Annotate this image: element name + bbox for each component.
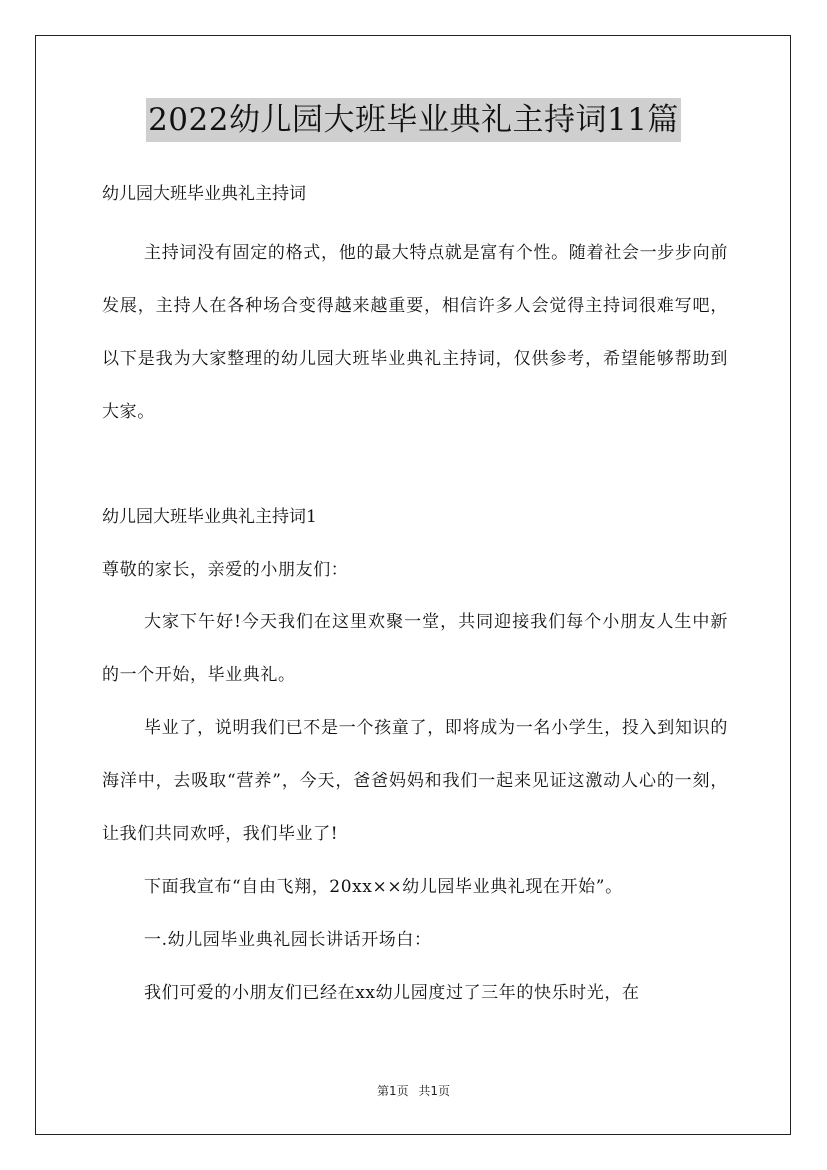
document-body	[102, 174, 728, 1020]
section-heading: 幼儿园大班毕业典礼主持词1	[102, 507, 317, 527]
body-paragraph: 我们可爱的小朋友们已经在xx幼儿园度过了三年的快乐时光，在	[144, 983, 640, 1003]
page-number: 第1页	[376, 1084, 409, 1098]
document-subtitle: 幼儿园大班毕业典礼主持词	[102, 184, 306, 204]
document-title: 2022幼儿园大班毕业典礼主持词11篇	[146, 98, 681, 142]
title-container	[0, 98, 827, 142]
intro-paragraph: 主持词没有固定的格式，他的最大特点就是富有个性。随着社会一步步向前发展，主持人在各种场合变得越来越重要，相信许多人会觉得主持词很难写吧，以下是我为大家整理的幼儿园大班毕业典礼主持词，仅供参考，希望能够帮助到大家。	[102, 243, 728, 422]
page-footer	[0, 1082, 827, 1099]
total-pages: 共1页	[418, 1084, 451, 1098]
body-paragraph: 大家下午好!今天我们在这里欢聚一堂，共同迎接我们每个小朋友人生中新的一个开始，毕业典礼。	[102, 612, 728, 685]
body-paragraph: 一.幼儿园毕业典礼园长讲话开场白：	[144, 930, 432, 950]
body-paragraph: 毕业了，说明我们已不是一个孩童了，即将成为一名小学生，投入到知识的海洋中，去吸取“营养”，今天，爸爸妈妈和我们一起来见证这激动人心的一刻，让我们共同欢呼，我们毕业了!	[102, 718, 728, 844]
salutation: 尊敬的家长，亲爱的小朋友们：	[102, 560, 349, 580]
body-paragraph: 下面我宣布“自由飞翔，20xx××幼儿园毕业典礼现在开始”。	[144, 877, 623, 897]
